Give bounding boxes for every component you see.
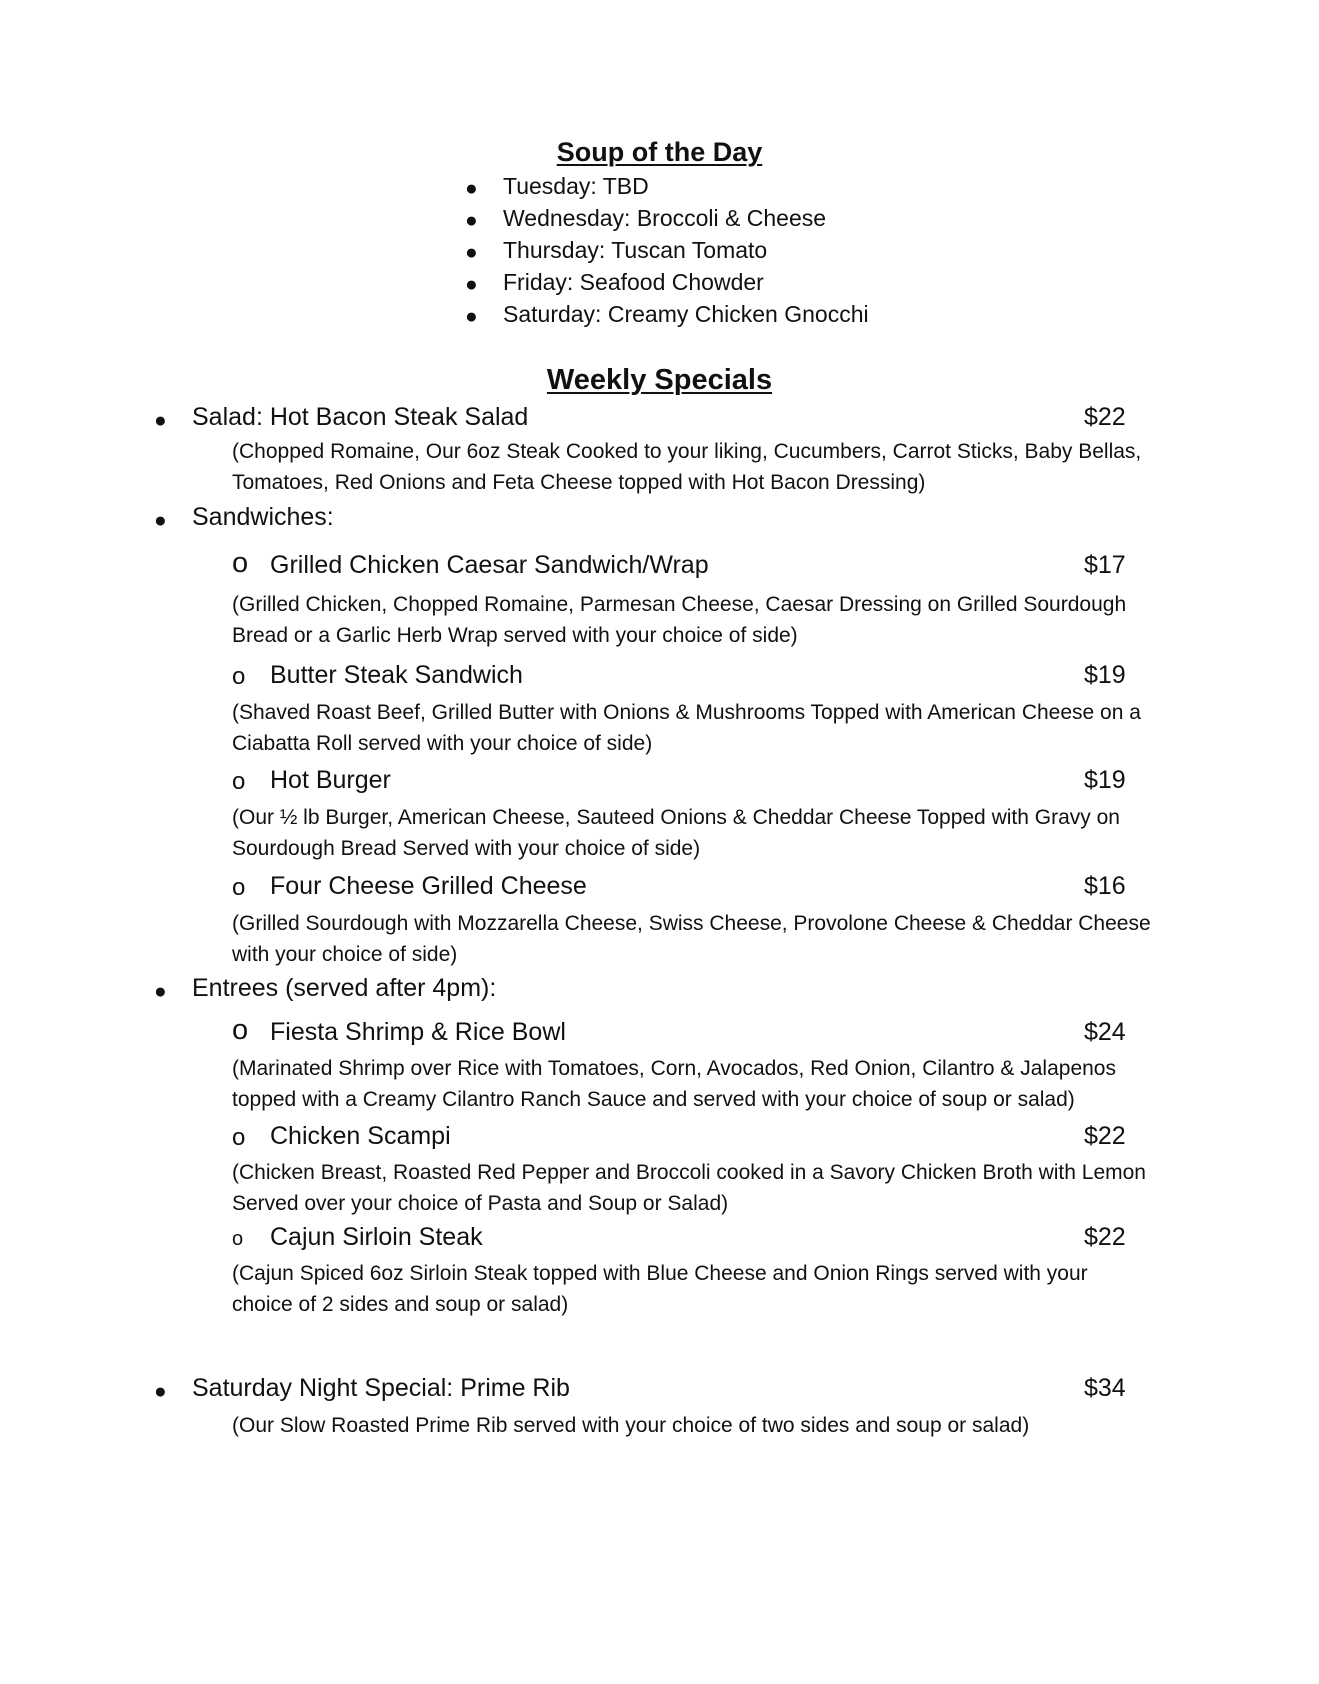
sandwich-name: Butter Steak Sandwich	[270, 661, 523, 689]
sandwich-price: $17	[1084, 551, 1126, 579]
sub-bullet-icon: o	[232, 547, 249, 579]
entree-name: Fiesta Shrimp & Rice Bowl	[270, 1018, 566, 1046]
bullet-icon: ●	[154, 980, 167, 1003]
saturday-special-description: (Our Slow Roasted Prime Rib served with your choice of two sides and soup or salad)	[232, 1414, 1030, 1437]
sub-bullet-icon: o	[232, 1014, 249, 1046]
sub-bullet-icon: o	[232, 1228, 244, 1250]
entree-price: $22	[1084, 1122, 1126, 1150]
entree-price: $22	[1084, 1223, 1126, 1251]
sandwich-name: Hot Burger	[270, 766, 391, 794]
soup-item-friday: Friday: Seafood Chowder	[503, 269, 764, 295]
sandwich-price: $16	[1084, 872, 1126, 900]
entrees-label: Entrees (served after 4pm):	[192, 974, 497, 1002]
bullet-icon: ●	[154, 409, 167, 432]
salad-price: $22	[1084, 403, 1126, 431]
sandwich-description: (Shaved Roast Beef, Grilled Butter with Onions & Mushrooms Topped with American Cheese on a Ciabatta Roll served with your choice of side)	[232, 701, 1141, 755]
sandwich-description: (Grilled Sourdough with Mozzarella Cheese, Swiss Cheese, Provolone Cheese & Cheddar Cheese with your choice of side)	[232, 912, 1151, 966]
sandwich-name: Grilled Chicken Caesar Sandwich/Wrap	[270, 551, 709, 579]
sub-bullet-icon: o	[232, 874, 246, 901]
bullet-icon: ●	[465, 273, 478, 296]
sub-bullet-icon: o	[232, 768, 246, 795]
soup-title: Soup of the Day	[556, 137, 763, 167]
entree-name: Cajun Sirloin Steak	[270, 1223, 483, 1251]
entree-name: Chicken Scampi	[270, 1122, 451, 1150]
soup-item-wednesday: Wednesday: Broccoli & Cheese	[503, 205, 827, 231]
sandwiches-label: Sandwiches:	[192, 503, 334, 531]
specials-title: Weekly Specials	[546, 364, 773, 396]
salad-description: (Chopped Romaine, Our 6oz Steak Cooked to your liking, Cucumbers, Carrot Sticks, Baby Bellas, Tomatoes, Red Onions and Feta Cheese topped with Hot Bacon Dressing)	[232, 440, 1142, 494]
bullet-icon: ●	[465, 209, 478, 232]
entree-description: (Cajun Spiced 6oz Sirloin Steak topped with Blue Cheese and Onion Rings served with your choice of 2 sides and soup or salad)	[232, 1262, 1088, 1316]
sub-bullet-icon: o	[232, 663, 246, 690]
bullet-icon: ●	[154, 1380, 167, 1403]
bullet-icon: ●	[465, 177, 478, 200]
sandwich-price: $19	[1084, 766, 1126, 794]
sandwich-description: (Grilled Chicken, Chopped Romaine, Parmesan Cheese, Caesar Dressing on Grilled Sourdough Bread or a Garlic Herb Wrap served with your choice of side)	[232, 593, 1127, 647]
sandwich-description: (Our ½ lb Burger, American Cheese, Sauteed Onions & Cheddar Cheese Topped with Gravy on Sourdough Bread Served with your choice of side)	[232, 806, 1120, 860]
bullet-icon: ●	[465, 241, 478, 264]
entree-price: $24	[1084, 1018, 1126, 1046]
bullet-icon: ●	[465, 305, 478, 328]
entree-description: (Chicken Breast, Roasted Red Pepper and Broccoli cooked in a Savory Chicken Broth with Lemon Served over your choice of Pasta and Soup or Salad)	[232, 1161, 1146, 1215]
sandwich-price: $19	[1084, 661, 1126, 689]
saturday-special-name: Saturday Night Special: Prime Rib	[192, 1374, 570, 1402]
saturday-special-price: $34	[1084, 1374, 1126, 1402]
soup-item-tuesday: Tuesday: TBD	[503, 173, 649, 199]
soup-item-thursday: Thursday: Tuscan Tomato	[503, 237, 768, 263]
sub-bullet-icon: o	[232, 1124, 246, 1151]
salad-name: Salad: Hot Bacon Steak Salad	[192, 403, 529, 431]
entree-description: (Marinated Shrimp over Rice with Tomatoes, Corn, Avocados, Red Onion, Cilantro & Jalapenos topped with a Creamy Cilantro Ranch Sauce and served with your choice of soup or salad)	[232, 1057, 1116, 1111]
sandwich-name: Four Cheese Grilled Cheese	[270, 872, 587, 900]
soup-item-saturday: Saturday: Creamy Chicken Gnocchi	[503, 301, 869, 327]
bullet-icon: ●	[154, 509, 167, 532]
